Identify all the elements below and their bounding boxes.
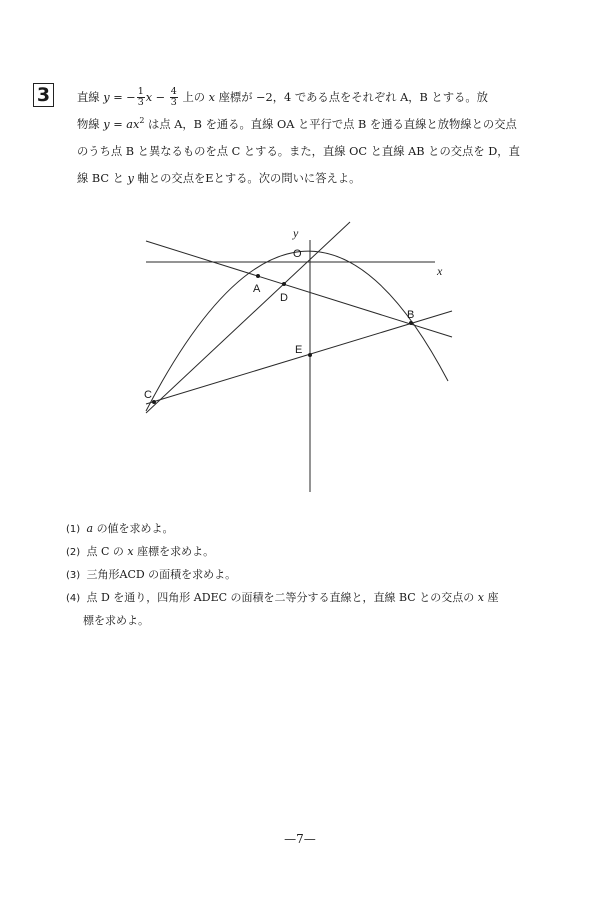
point-E [308,353,312,357]
parabola [146,251,448,411]
x-axis-label: x [437,264,443,278]
point-C [152,400,156,404]
question-4-continuation: 標を求めよ。 [83,614,149,627]
question-1: (1) a の値を求めよ。 [66,522,174,535]
question-2: (2) 点 C の x 座標を求めよ。 [66,545,215,558]
label-D: D [280,292,288,304]
line-BC [146,311,452,404]
point-A [256,274,260,278]
question-3: (3) 三角形ACD の面積を求めよ。 [66,568,237,581]
statement-line-3: のうち点 B と異なるものを点 C とする。また，直線 OC と直線 AB との交点を D，直 [77,145,520,158]
question-4: (4) 点 D を通り，四角形 ADEC の面積を二等分する直線と，直線 BC との交点の x 座 [66,591,499,604]
problem-number-box: 3 [33,83,54,107]
statement-line-1: 直線 y = − $\frac{1}{3}$ x − $\frac{4}{3}$ 上の x 座標が −2，4 である点をそれぞれ A，B とする。放 [77,85,488,108]
label-C: C [144,389,152,401]
point-B [409,321,413,325]
statement-line-4: 線 BC と y 軸との交点をEとする。次の問いに答えよ。 [77,172,361,185]
page-number: —7— [284,832,316,846]
origin-label: O [293,248,302,260]
fraction-four-thirds: $\frac{4}{3}$ [170,85,177,108]
label-A: A [253,283,261,295]
y-axis-label: y [293,226,299,240]
fraction-one-third: $\frac{1}{3}$ [137,85,144,108]
statement-line-2: 物線 $y = ax^2$ は点 A，B を通る。直線 OA と平行で点 B を通る直線と放物線との交点 [77,116,517,131]
label-E: E [295,344,303,356]
point-D [282,282,286,286]
label-B: B [407,309,415,321]
question-list [66,517,546,632]
